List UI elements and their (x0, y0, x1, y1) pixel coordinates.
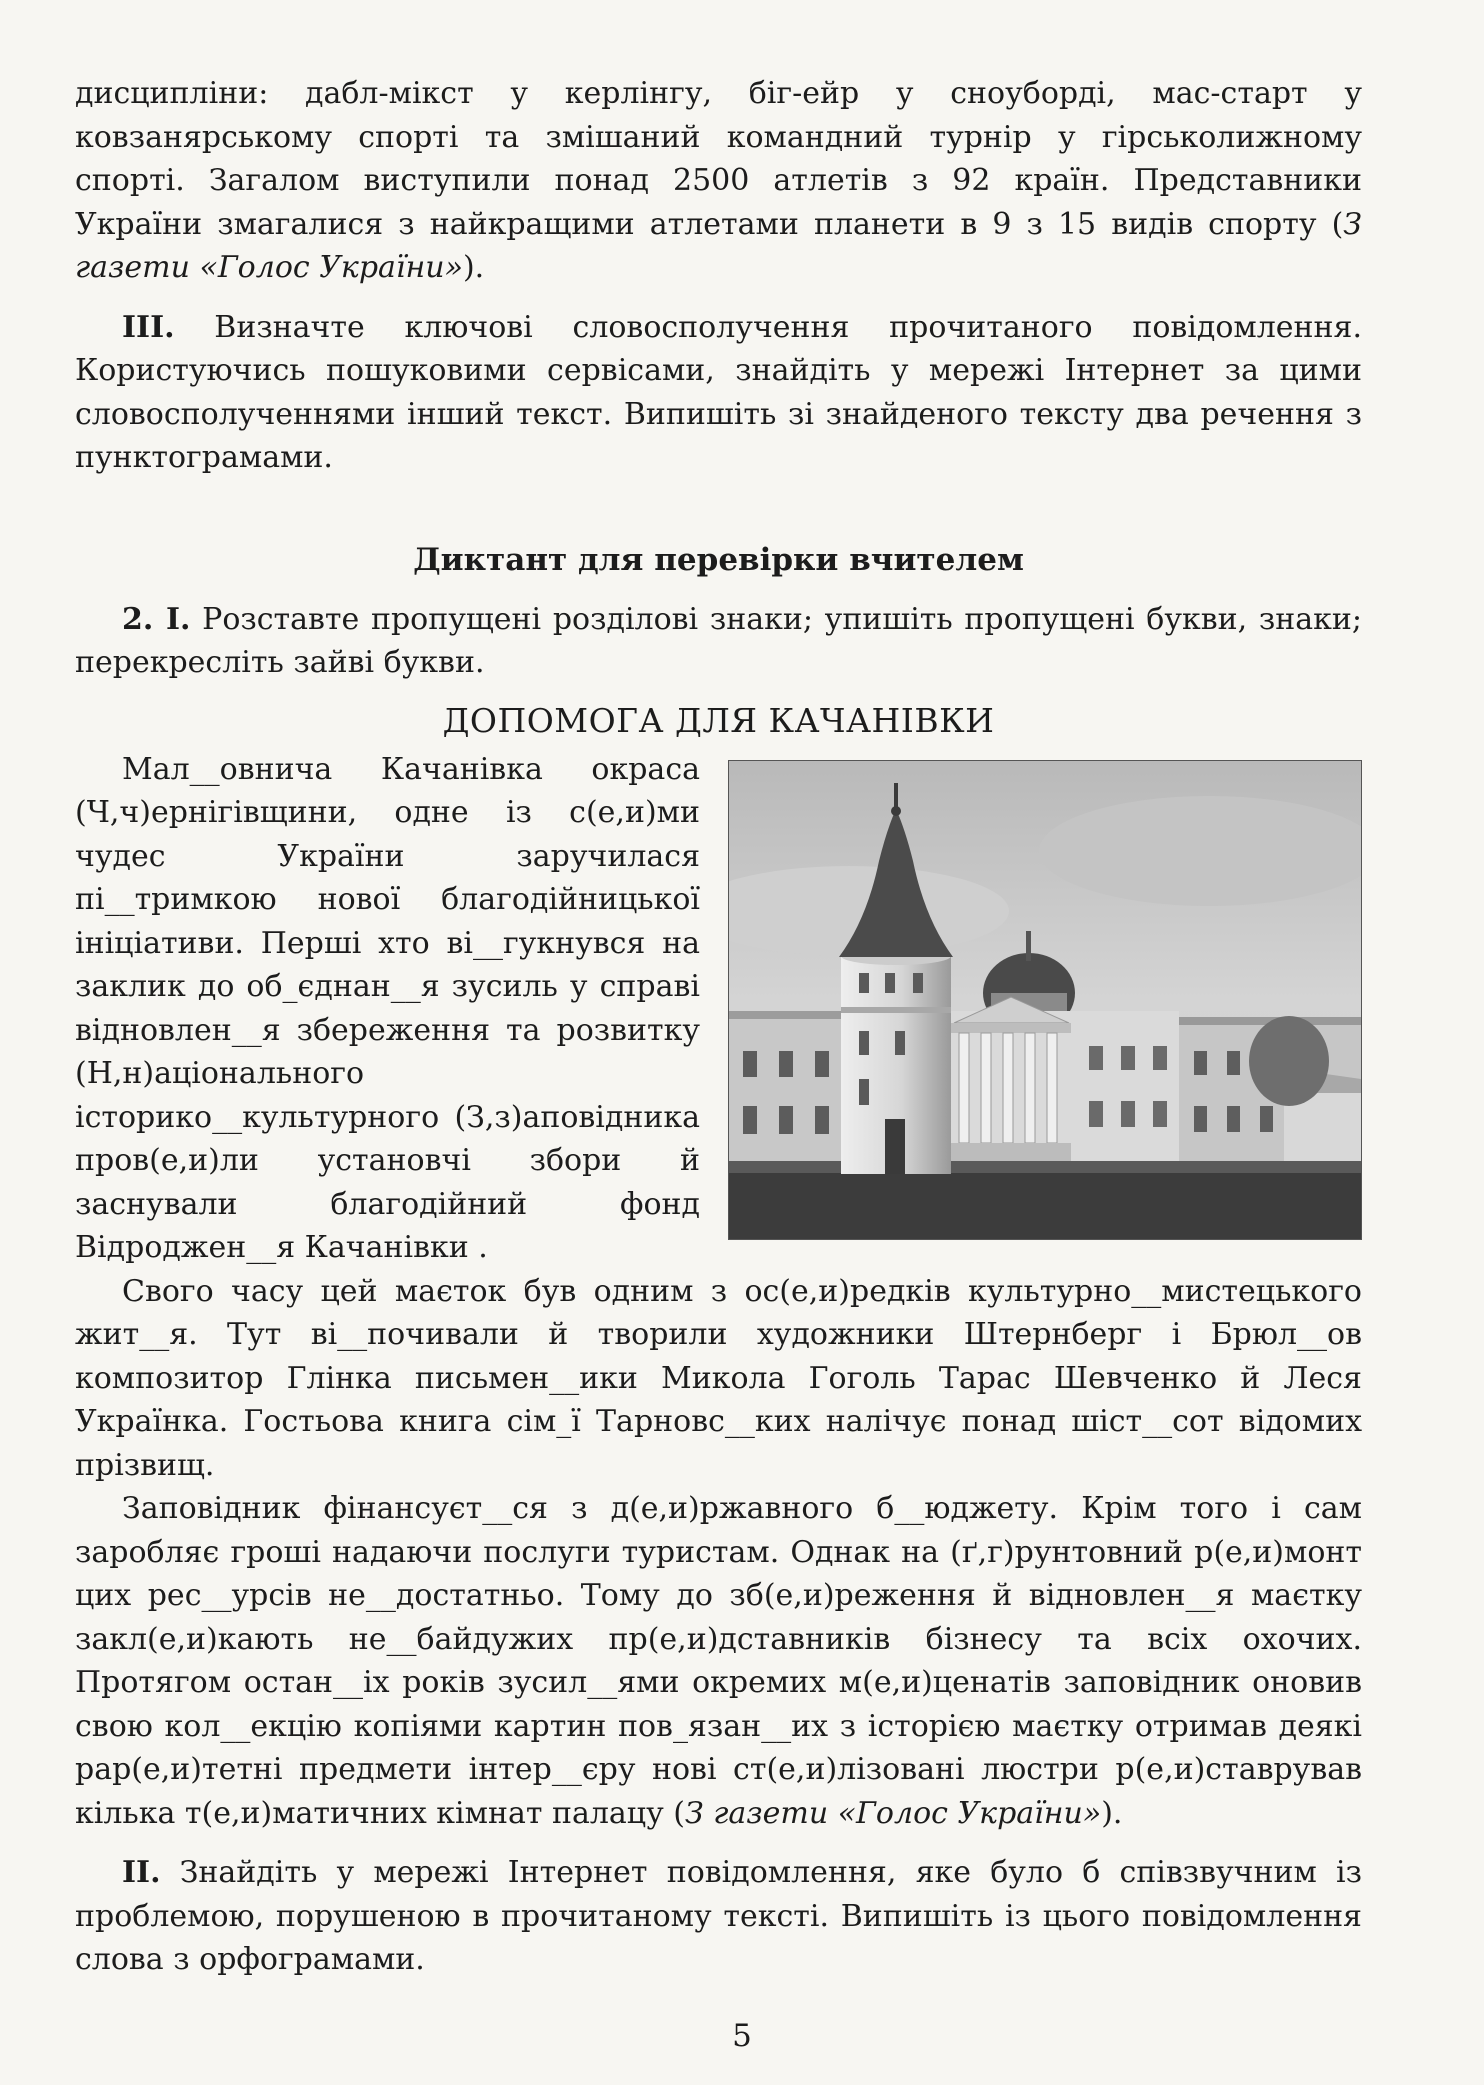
exercise-2-instruction: 2. І. Розставте пропущені розділові знаки; упишіть пропущені букви, знаки; перекресліть зайві букви. (75, 601, 1362, 680)
task-3-instruction: ІІІ. Визначте ключові словосполучення прочитаного повідомлення. Користуючись пошуковими сервісами, знайдіть у мережі Інтернет за цими словосполученнями інший текст. Випишіть зі знайденого тексту два речення з пунктограмами. (75, 309, 1362, 475)
dictation-paragraph-2: Свого часу цей маєток був одним з ос(е,и)редків культурно__мистецького жит__я. Тут ві__почивали й творили художники Штернберг і Брюл__ов композитор Глінка письмен__ики Микола Гоголь Тарас Шевченко й Леся Українка. Гостьова книга сім_ї Тарновс__ких налічує понад шіст__сот відомих прізвищ. (75, 1273, 1362, 1483)
dictation-paragraph-1: Мал__овнича Качанівка окраса (Ч,ч)ернігівщини, одне із с(е,и)ми чудес України заручилася пі__тримкою нової благодійницької ініціативи. Перші хто ві__гукнувся на заклик до об_єднан__я зусиль у справі відновлен__я збереження та розвитку (Н,н)аціонального історико__культурного (З,з)аповідника пров(е,и)ли установчі збори й заснували благодійний фонд Відроджен__я Качанівки . (75, 751, 700, 1265)
intro-source: З газети «Голос України» (75, 206, 1362, 285)
page-number: 5 (732, 2018, 752, 2054)
task-3-label: ІІІ. (122, 309, 175, 345)
task-2-label: ІІ. (122, 1855, 161, 1890)
kachanivka-palace-photo (728, 760, 1362, 1240)
intro-paragraph: дисципліни: дабл-мікст у керлінгу, біг-ейр у сноуборді, мас-старт у ковзанярському спорті та змішаний командний турнір у гірськолижному спорті. Загалом виступили понад 2500 атлетів з 92 країн. Представники України змагалися з найкращими атлетами планети в 9 з 15 видів спорту (З газети «Голос України»). (75, 76, 1362, 285)
exercise-2-label: 2. І. (122, 601, 191, 637)
task-2-instruction: ІІ. Знайдіть у мережі Інтернет повідомлення, яке було б співзвучним із проблемою, порушеною в прочитаному тексті. Випишіть із цього повідомлення слова з орфограмами. (75, 1855, 1362, 1977)
palace-illustration (729, 761, 1361, 1239)
text-title: ДОПОМОГА ДЛЯ КАЧАНІВКИ (442, 700, 995, 740)
dictation-heading: Диктант для перевірки вчителем (413, 541, 1024, 578)
dictation-paragraph-3: Заповідник фінансуєт__ся з д(е,и)ржавного б__юджету. Крім того і сам заробляє гроші надаючи послуги туристам. Однак на (ґ,г)рунтовний р(е,и)монт цих рес__урсів не__достатньо. Тому до зб(е,и)реження й відновлен__я маєтку закл(е,и)кають не__байдужих пр(е,и)дставників бізнесу та всіх охочих. Протягом остан__іх років зусил__ями окремих м(е,и)ценатів заповідник оновив свою кол__екцію копіями картин пов_язан__их з історією маєтку отримав деякі рар(е,и)тетні предмети інтер__єру нові ст(е,и)лізовані люстри р(е,и)ставрував кілька т(е,и)матичних кімнат палацу (З газети «Голос України»). (75, 1491, 1362, 1831)
paragraph-3-source: З газети «Голос України» (685, 1795, 1102, 1831)
